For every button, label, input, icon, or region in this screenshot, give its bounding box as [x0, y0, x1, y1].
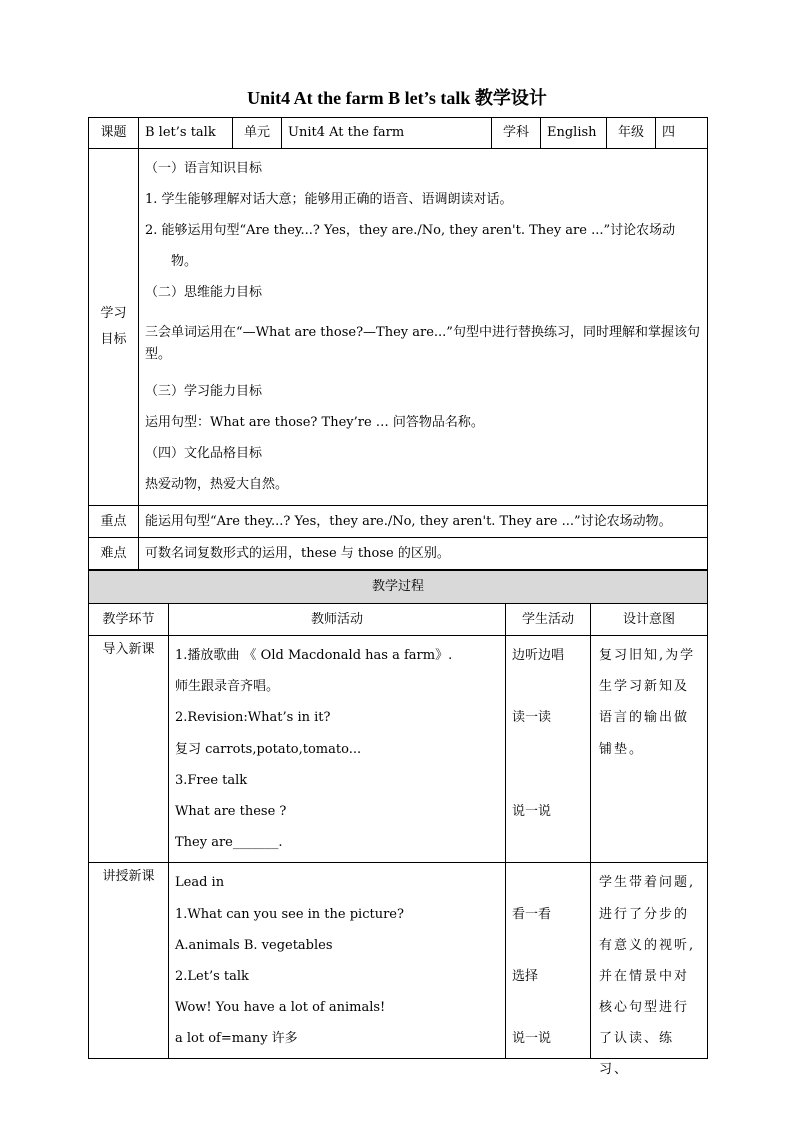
lesson-info-table	[88, 117, 708, 570]
goal-item-2-line2: 物。	[171, 254, 198, 269]
intent-line: 进行了分步的	[599, 906, 690, 922]
intent-line: 有意义的视听,	[599, 937, 696, 953]
teacher-line: What are these ?	[175, 803, 287, 819]
teacher-line: 师生跟录音齐唱。	[175, 679, 280, 695]
intent-line: 铺垫。	[599, 741, 645, 757]
teacher-line: 1.播放歌曲 《 Old Macdonald has a farm》.	[175, 648, 453, 663]
intent-intro	[591, 636, 708, 863]
goal-section-3: （三）学习能力目标	[145, 384, 263, 399]
grade-label: 年级	[607, 118, 656, 149]
teacher-line: A.animals B. vegetables	[175, 937, 333, 953]
teacher-line: a lot of=many 许多	[175, 1031, 298, 1047]
goal-section-2: （二）思维能力目标	[145, 285, 263, 300]
stage-intro: 导入新课	[89, 636, 169, 863]
unit-value: Unit4 At the farm	[282, 118, 492, 149]
student-line: 读一读	[512, 710, 552, 726]
teacher-line: Wow! You have a lot of animals!	[175, 1000, 386, 1016]
goal-item-3: 三会单词运用在“—What are those?—They are...”句型中进行替换练习，同时理解和掌握该句型。	[145, 325, 700, 362]
student-line: 说一说	[512, 803, 552, 819]
student-line: 边听边唱	[512, 648, 565, 663]
subject-value: English	[541, 118, 607, 149]
header-teacher: 教师活动	[169, 604, 506, 636]
teacher-line: 2.Revision:What’s in it?	[175, 710, 331, 726]
difficulty-value: 可数名词复数形式的运用，these 与 those 的区别。	[139, 538, 708, 570]
teacher-line: 复习 carrots,potato,tomato...	[175, 741, 362, 757]
goals-label-line2: 目标	[100, 332, 127, 347]
goal-section-4: （四）文化品格目标	[145, 446, 263, 461]
intent-new	[591, 863, 708, 1078]
teaching-process-table	[88, 570, 708, 1078]
teacher-line: 3.Free talk	[175, 772, 248, 788]
intent-line: 并在情景中对	[599, 968, 690, 984]
intent-line: 核心句型进行	[599, 1000, 690, 1016]
student-line	[512, 930, 584, 961]
header-student: 学生活动	[506, 604, 591, 636]
key-point-label: 重点	[89, 506, 139, 538]
topic-value: B let’s talk	[139, 118, 233, 149]
learning-goals	[139, 149, 708, 506]
goal-section-1: （一）语言知识目标	[145, 161, 263, 176]
student-activity-new	[506, 863, 591, 1059]
process-heading: 教学过程	[89, 571, 708, 604]
intent-line: 生学习新知及	[599, 679, 690, 695]
student-line	[512, 734, 584, 765]
student-activity-intro	[506, 636, 591, 863]
stage-new: 讲授新课	[89, 863, 169, 1059]
teacher-activity-new	[169, 863, 506, 1059]
goals-label	[89, 149, 139, 506]
student-line: 看一看	[512, 906, 552, 922]
goal-item-2-line1: 2. 能够运用句型“Are they...? Yes，they are./No, they aren't. They are ...”讨论农场动	[145, 223, 676, 238]
difficulty-label: 难点	[89, 538, 139, 570]
page-title: Unit4 At the farm B let’s talk 教学设计	[247, 88, 547, 108]
goal-item-4: 运用句型：What are those? They’re … 问答物品名称。	[145, 415, 484, 430]
student-line: 选择	[512, 968, 539, 984]
table-row	[89, 863, 708, 1059]
grade-value: 四	[656, 118, 708, 149]
student-line: 说一说	[512, 1031, 552, 1047]
key-point-value: 能运用句型“Are they...? Yes，they are./No, they aren't. They are ...”讨论农场动物。	[139, 506, 708, 538]
teacher-line: Lead in	[175, 875, 225, 891]
header-intent: 设计意图	[591, 604, 708, 636]
student-line	[512, 765, 584, 796]
intent-line: 复习旧知,为学	[599, 648, 696, 663]
topic-label: 课题	[89, 118, 139, 149]
teacher-activity-intro	[169, 636, 506, 863]
student-line	[512, 867, 584, 898]
goal-item-1: 1. 学生能够理解对话大意；能够用正确的语音、语调朗读对话。	[145, 192, 513, 207]
teacher-line: 2.Let’s talk	[175, 968, 249, 984]
intent-line: 了认读、练习、	[599, 1031, 675, 1078]
student-line	[512, 827, 584, 858]
student-line	[512, 992, 584, 1023]
goals-label-line1: 学习	[100, 306, 127, 322]
goal-item-5: 热爱动物，热爱大自然。	[145, 477, 289, 492]
teacher-line: They are_______.	[175, 835, 283, 851]
table-row	[89, 636, 708, 863]
intent-line: 学生带着问题,	[599, 875, 696, 891]
intent-line: 语言的输出做	[599, 710, 690, 726]
teacher-line: 1.What can you see in the picture?	[175, 906, 404, 922]
student-line	[512, 671, 584, 702]
subject-label: 学科	[492, 118, 541, 149]
header-stage: 教学环节	[89, 604, 169, 636]
unit-label: 单元	[233, 118, 282, 149]
